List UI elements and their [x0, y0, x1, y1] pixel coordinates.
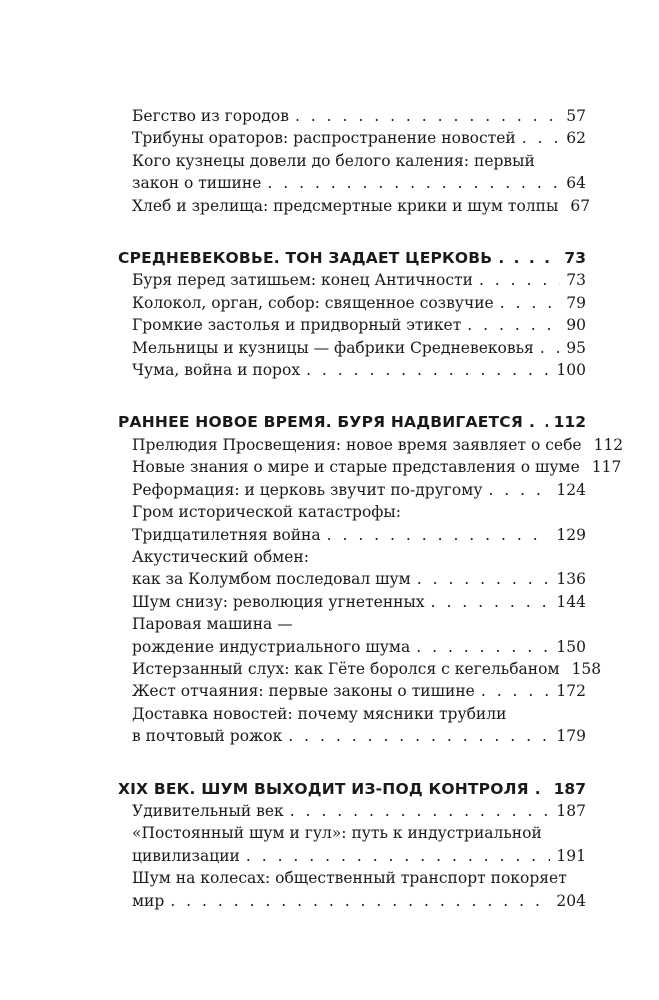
toc-entry-title-line: Шум на колесах: общественный транспорт покоряет [132, 869, 567, 888]
toc-section [118, 247, 586, 381]
toc-entry-page-number: 112 [593, 435, 624, 454]
toc-entry-page-number: 64 [566, 174, 586, 193]
toc-entry-last-line [132, 172, 586, 194]
toc-entry-last-line [132, 845, 586, 867]
toc-entry-title-line: Реформация: и церковь звучит по-другому [132, 480, 483, 499]
section-heading [118, 247, 586, 269]
toc-entry-last-line [132, 725, 586, 747]
toc-entry-title-line: Буря перед затишьем: конец Античности [132, 271, 473, 290]
toc-entry-title-line: Доставка новостей: почему мясники трубили [132, 704, 507, 723]
toc-entry-page-number: 73 [566, 271, 586, 290]
dot-leader [416, 636, 550, 658]
section-heading-title: XIX ВЕК. ШУМ ВЫХОДИТ ИЗ-ПОД КОНТРОЛЯ [118, 779, 529, 798]
toc-entry-title-line: Новые знания о мире и старые представления о шуме [132, 458, 580, 477]
toc-entry [132, 456, 622, 478]
toc-section [118, 778, 586, 912]
toc-entry [132, 127, 586, 149]
toc-entry-page-number: 95 [566, 338, 586, 357]
toc-section [118, 411, 624, 747]
toc-entry-title-line: в почтовый рожок [132, 727, 283, 746]
toc-entry [132, 269, 586, 291]
toc-entry-page-number: 144 [556, 592, 586, 611]
dot-leader [540, 337, 560, 359]
dot-leader [290, 800, 551, 822]
section-heading-title: СРЕДНЕВЕКОВЬЕ. ТОН ЗАДАЕТ ЦЕРКОВЬ [118, 249, 493, 268]
toc-entry-title-line: цивилизации [132, 846, 240, 865]
toc-entry-title-line: Колокол, орган, собор: священное созвучие [132, 293, 494, 312]
dot-leader [467, 314, 560, 336]
toc-entry-last-line [132, 636, 586, 658]
toc-entry-title-line: Шум снизу: революция угнетенных [132, 592, 425, 611]
toc-entry-title-line: «Постоянный шум и гул»: путь к индустриальной [132, 824, 542, 843]
section-heading-page-number: 73 [564, 249, 586, 268]
toc-entry [132, 658, 602, 680]
dot-leader [267, 172, 560, 194]
toc-entry-title-line: Трибуны ораторов: распространение новостей [132, 129, 516, 148]
toc-entry [132, 195, 591, 217]
toc-entry-title-line: Паровая машина — [132, 615, 293, 634]
toc-entry-title-line: Хлеб и зрелища: предсмертные крики и шум толпы [132, 196, 559, 215]
toc-entry-title-line: Громкие застолья и придворный этикет [132, 316, 462, 335]
toc-entry [132, 800, 586, 822]
section-heading-title: РАННЕЕ НОВОЕ ВРЕМЯ. БУРЯ НАДВИГАЕТСЯ [118, 413, 523, 432]
toc-entry [132, 867, 586, 912]
toc-entry [132, 591, 586, 613]
dot-leader [246, 845, 551, 867]
toc-entry-page-number: 204 [556, 891, 586, 910]
toc-entry-title-line: как за Колумбом последовал шум [132, 570, 411, 589]
section-heading [118, 411, 586, 433]
dot-leader [288, 725, 550, 747]
toc-entry-title-line: Чума, война и порох [132, 361, 301, 380]
toc-entry [132, 822, 586, 867]
dot-leader [417, 568, 551, 590]
toc-entry [132, 105, 586, 127]
toc-entry-page-number: 62 [566, 129, 586, 148]
toc-entry-page-number: 57 [566, 107, 586, 125]
toc-entry [132, 434, 624, 456]
toc-entry-page-number: 79 [566, 293, 586, 312]
toc-entry-title-line: Прелюдия Просвещения: новое время заявляет о себе [132, 435, 582, 454]
toc-entry-page-number: 100 [556, 361, 586, 380]
dot-leader [498, 247, 558, 269]
toc-entry-page-number: 136 [556, 570, 586, 589]
toc-entry-page-number: 187 [556, 801, 586, 820]
toc-entry-title-line: Гром исторической катастрофы: [132, 503, 401, 522]
dot-leader [535, 778, 548, 800]
toc-entry [132, 337, 586, 359]
toc-entry [132, 292, 586, 314]
toc-entry [132, 546, 586, 591]
dot-leader [327, 524, 551, 546]
toc-entry-page-number: 172 [556, 682, 586, 701]
dot-leader [170, 890, 550, 912]
toc-entry-page-number: 67 [570, 196, 591, 215]
toc-entry-title-line: Истерзанный слух: как Гёте боролся с кегельбаном [132, 659, 560, 678]
toc-entry-title-line: Жест отчаяния: первые законы о тишине [132, 682, 475, 701]
dot-leader [522, 127, 561, 149]
section-heading [118, 778, 586, 800]
toc-entry [132, 479, 586, 501]
dot-leader [481, 680, 551, 702]
dot-leader [431, 591, 551, 613]
toc-entry [132, 680, 586, 702]
toc-entry [132, 314, 586, 336]
toc-entry-title-line: рождение индустриального шума [132, 637, 411, 656]
toc-entry-title-line: закон о тишине [132, 174, 262, 193]
toc-entry-title-line: Акустический обмен: [132, 547, 309, 566]
toc-entry-title-line: Кого кузнецы довели до белого каления: первый [132, 151, 535, 170]
toc-section [118, 105, 591, 217]
toc-entry [132, 703, 586, 748]
toc-entry-page-number: 191 [556, 846, 586, 865]
toc-entry [132, 501, 586, 546]
toc-entry-page-number: 158 [571, 659, 602, 678]
toc-entry [132, 613, 586, 658]
toc-entry-page-number: 124 [556, 480, 586, 499]
toc-entry-page-number: 90 [566, 316, 586, 335]
dot-leader [479, 269, 560, 291]
toc-entry-title-line: Бегство из городов [132, 107, 289, 125]
toc-entry-page-number: 129 [556, 525, 586, 544]
toc-entry [132, 150, 586, 195]
dot-leader [306, 359, 550, 381]
dot-leader [295, 105, 560, 127]
dot-leader [529, 411, 548, 433]
toc-entry-last-line [132, 890, 586, 912]
toc-entry-title-line: мир [132, 891, 165, 910]
toc-entry-last-line [132, 568, 586, 590]
toc-entry [132, 359, 586, 381]
toc-entry-page-number: 179 [556, 727, 586, 746]
dot-leader [488, 479, 550, 501]
toc-entry-page-number: 117 [591, 458, 622, 477]
toc-entry-title-line: Удивительный век [132, 801, 284, 820]
toc-entry-last-line [132, 524, 586, 546]
section-heading-page-number: 187 [553, 779, 586, 798]
dot-leader [500, 292, 561, 314]
toc-entry-page-number: 150 [556, 637, 586, 656]
section-heading-page-number: 112 [553, 413, 586, 432]
toc-entry-title-line: Мельницы и кузницы — фабрики Средневековья [132, 338, 534, 357]
toc-entry-title-line: Тридцатилетняя война [132, 525, 321, 544]
table-of-contents [118, 105, 624, 912]
